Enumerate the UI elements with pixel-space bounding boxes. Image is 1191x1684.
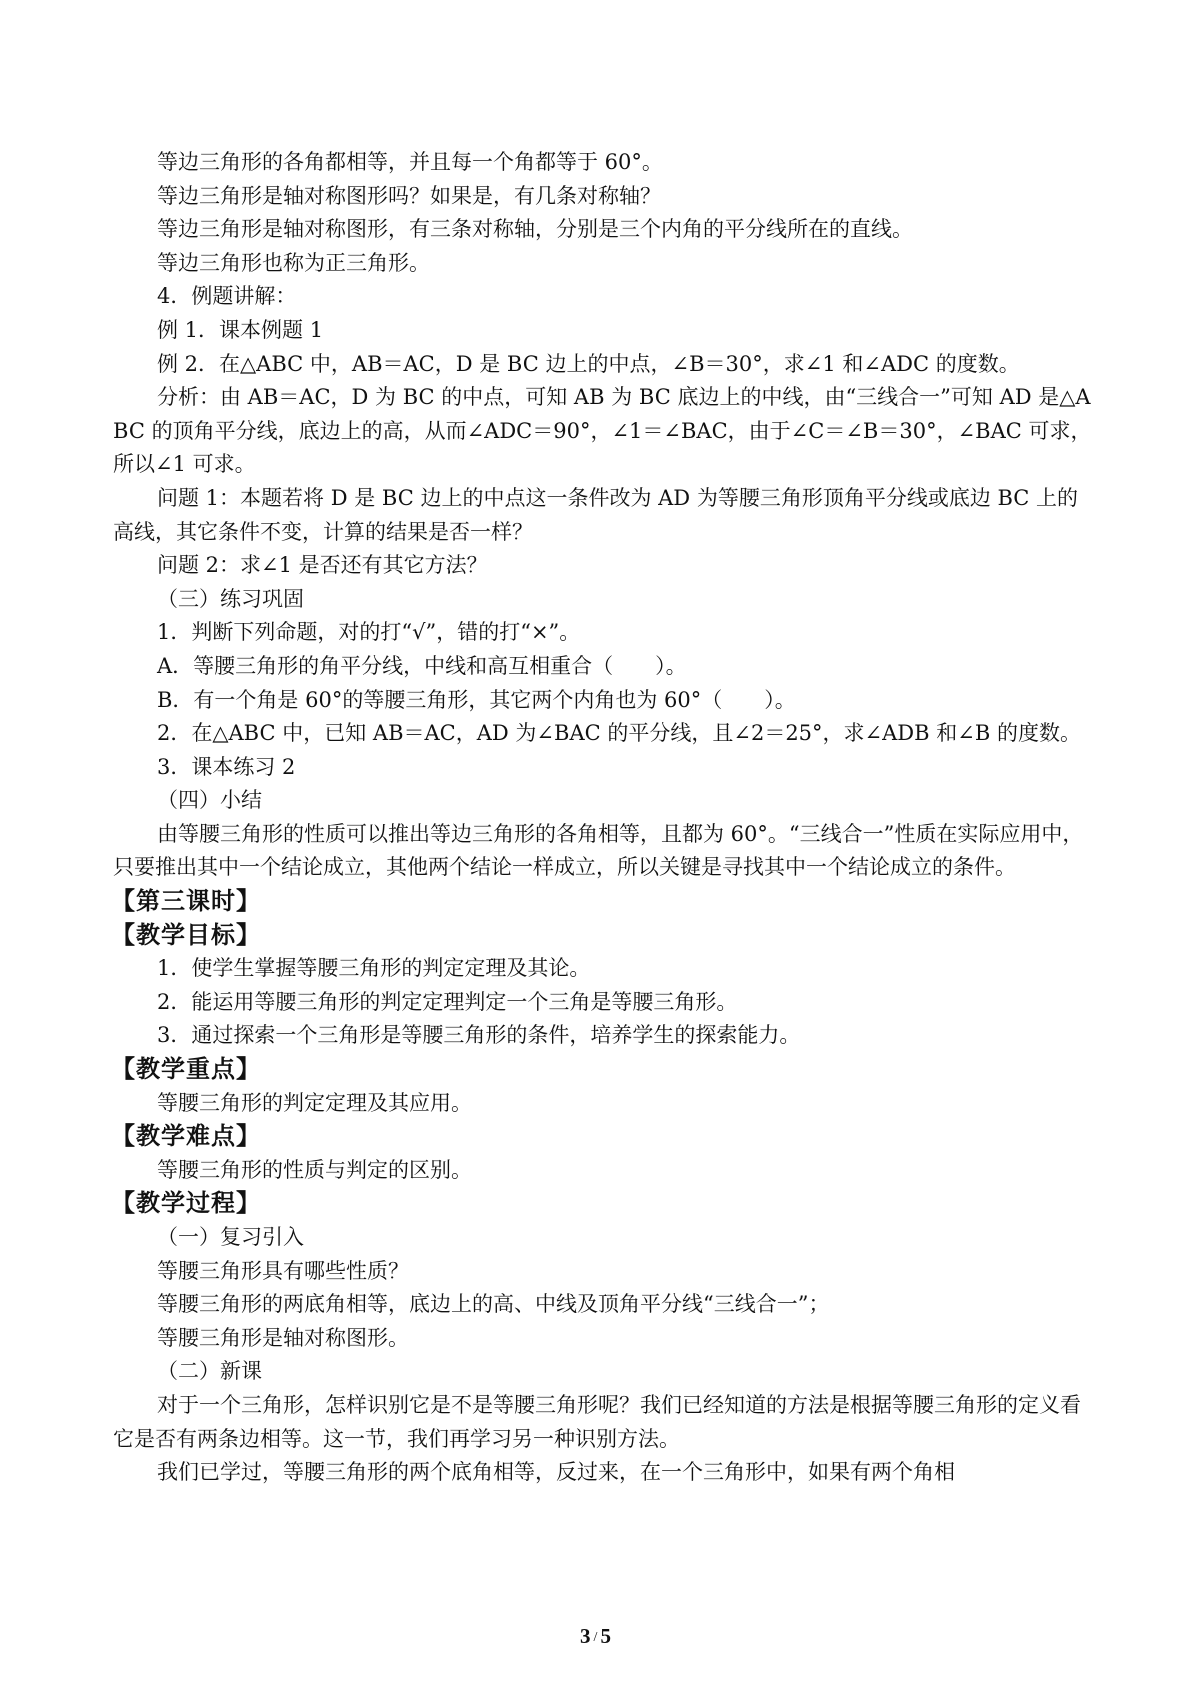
difficulty-text: 等腰三角形的性质与判定的区别。 <box>157 1157 472 1182</box>
text-line: 等边三角形是轴对称图形吗？如果是，有几条对称轴？ <box>157 183 661 208</box>
exercise-2: 2．在△ABC 中，已知 AB＝AC，AD 为∠BAC 的平分线，且∠2＝25°，求∠ADB 和∠B 的度数。 <box>157 721 1081 746</box>
subsection-title: （四）小结 <box>157 788 262 813</box>
exercise-1-b: B．有一个角是 60°的等腰三角形，其它两个内角也为 60°（ ）。 <box>157 687 796 712</box>
text-line: 等腰三角形是轴对称图形。 <box>157 1325 409 1350</box>
section-heading-key-points: 【教学重点】 <box>111 1055 261 1084</box>
subsection-title: （一）复习引入 <box>157 1225 304 1249</box>
section-heading-objectives: 【教学目标】 <box>111 920 261 949</box>
new-lesson-paragraph: 对于一个三角形，怎样识别它是不是等腰三角形呢？我们已经知道的方法是根据等腰三角形的定义看它是否有两条边相等。这一节，我们再学习另一种识别方法。 <box>113 1392 1081 1451</box>
objective-item: 3．通过探索一个三角形是等腰三角形的条件，培养学生的探索能力。 <box>157 1023 801 1048</box>
section-heading-lesson-3: 【第三课时】 <box>111 887 261 916</box>
text-line: 等边三角形的各角都相等，并且每一个角都等于 60°。 <box>157 150 663 174</box>
page-separator: / <box>593 1630 598 1645</box>
analysis-paragraph: 分析：由 AB＝AC，D 为 BC 的中点，可知 AB 为 BC 底边上的中线，由“三线合一”可知 AD 是△ABC 的顶角平分线，底边上的高，从而∠ADC＝90°，∠1＝∠BAC，由于∠C＝∠B＝30°，∠BAC 可求，所以∠1 可求。 <box>113 385 1092 477</box>
section-heading-process: 【教学过程】 <box>111 1189 261 1218</box>
exercise-1: 1．判断下列命题，对的打“√”，错的打“×”。 <box>157 620 581 645</box>
subsection-title: （三）练习巩固 <box>157 586 304 611</box>
objective-item: 1．使学生掌握等腰三角形的判定定理及其论。 <box>157 956 591 981</box>
text-line: 等边三角形是轴对称图形，有三条对称轴，分别是三个内角的平分线所在的直线。 <box>157 217 913 242</box>
question-2: 问题 2：求∠1 是否还有其它方法？ <box>157 553 488 578</box>
objective-item: 2．能运用等腰三角形的判定定理判定一个三角是等腰三角形。 <box>157 989 738 1014</box>
document-body <box>113 146 1093 1490</box>
key-point-text: 等腰三角形的判定定理及其应用。 <box>157 1090 472 1115</box>
text-line: 等边三角形也称为正三角形。 <box>157 250 430 275</box>
total-pages: 5 <box>600 1624 611 1648</box>
current-page: 3 <box>580 1624 591 1648</box>
exercise-1-a: A．等腰三角形的角平分线，中线和高互相重合（ ）。 <box>157 653 687 678</box>
text-line: 例 1．课本例题 1 <box>157 317 324 342</box>
page-number <box>0 1624 1191 1649</box>
section-heading-difficulties: 【教学难点】 <box>111 1122 261 1151</box>
subsection-title: （二）新课 <box>157 1359 262 1384</box>
exercise-3: 3．课本练习 2 <box>157 754 296 779</box>
summary-paragraph: 由等腰三角形的性质可以推出等边三角形的各角相等，且都为 60°。“三线合一”性质在实际应用中，只要推出其中一个结论成立，其他两个结论一样成立，所以关键是寻找其中一个结论成立的条件。 <box>113 821 1084 880</box>
question-1: 问题 1：本题若将 D 是 BC 边上的中点这一条件改为 AD 为等腰三角形顶角平分线或底边 BC 上的高线，其它条件不变，计算的结果是否一样？ <box>113 485 1079 544</box>
example-2: 例 2．在△ABC 中，AB＝AC，D 是 BC 边上的中点，∠B＝30°，求∠1 和∠ADC 的度数。 <box>157 351 1020 376</box>
text-line: 4．例题讲解： <box>157 284 297 309</box>
text-line: 等腰三角形具有哪些性质？ <box>157 1258 409 1283</box>
text-line: 等腰三角形的两底角相等，底边上的高、中线及顶角平分线“三线合一”； <box>157 1292 830 1317</box>
text-line: 我们已学过，等腰三角形的两个底角相等，反过来，在一个三角形中，如果有两个角相 <box>157 1460 955 1485</box>
